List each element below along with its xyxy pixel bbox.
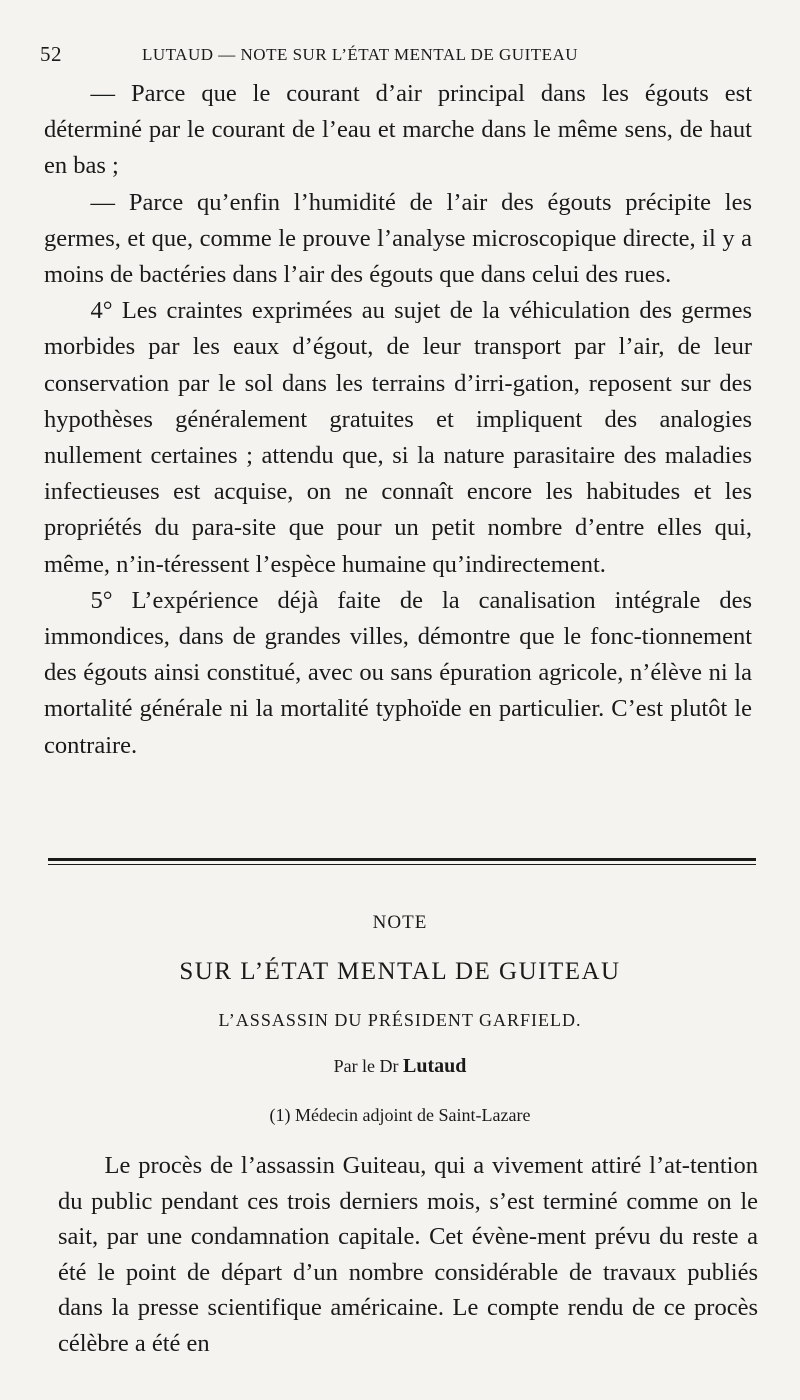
article-paragraph: Le procès de l’assassin Guiteau, qui a vivement attiré l’at-tention du public pendant ces trois derniers mois, s’est terminé comme on le sait, par une condamnation capitale. Cet évène-ment prévu du reste a été le point de départ d’un nombre considérable de travaux publiés dans la presse scientifique américaine. Le compte rendu de ce procès célèbre a été en <box>58 1152 758 1357</box>
article-label: NOTE <box>372 912 428 933</box>
page-number: 52 <box>40 42 62 66</box>
author-name: Lutaud <box>403 1055 467 1077</box>
paragraph-dash-2: — Parce qu’enfin l’humidité de l’air des égouts précipite les germes, et que, comme le prouve l’analyse microscopique directe, il y a moins de bactéries dans l’air des égouts que dans celui des rues. <box>44 188 752 289</box>
paragraph-point-5: 5° L’expérience déjà faite de la canalisation intégrale des immondices, dans de grandes villes, démontre que le fonc-tionnement des égouts ainsi constitué, avec ou sans épuration agricole, n’élève ni la mortalité générale ni la mortalité typhoïde en particulier. C’est plutôt le contraire. <box>44 586 752 759</box>
article-subtitle: L’ASSASSIN DU PRÉSIDENT GARFIELD. <box>218 1010 582 1030</box>
byline <box>0 1055 800 1078</box>
article-title: SUR L’ÉTAT MENTAL DE GUITEAU <box>179 958 621 985</box>
running-head <box>40 42 760 72</box>
article-body <box>58 1148 758 1361</box>
author-footnote: (1) Médecin adjoint de Saint-Lazare <box>269 1105 531 1125</box>
paragraph-dash-1: — Parce que le courant d’air principal dans les égouts est déterminé par le courant de l’eau et marche dans le même sens, de haut en bas ; <box>44 80 752 180</box>
section-divider-thin <box>48 864 756 865</box>
section-divider-thick <box>48 858 756 861</box>
continued-text-block <box>44 76 752 764</box>
byline-prefix: Par le Dr <box>333 1056 404 1076</box>
paragraph-point-4: 4° Les craintes exprimées au sujet de la véhiculation des germes morbides par les eaux d’égout, de leur transport par l’air, de leur conservation par le sol dans les terrains d’irri-gation, reposent sur des hypothèses généralement gratuites et impliquent des analogies nullement certaines ; attendu que, si la nature parasitaire des maladies infectieuses est acquise, on ne connaît encore les habitudes et les propriétés du para-site que pour un petit nombre d’entre elles qui, même, n’in-téressent l’espèce humaine qu’indirectement. <box>44 297 752 578</box>
running-title: LUTAUD — NOTE SUR L’ÉTAT MENTAL DE GUITEAU <box>142 45 579 64</box>
